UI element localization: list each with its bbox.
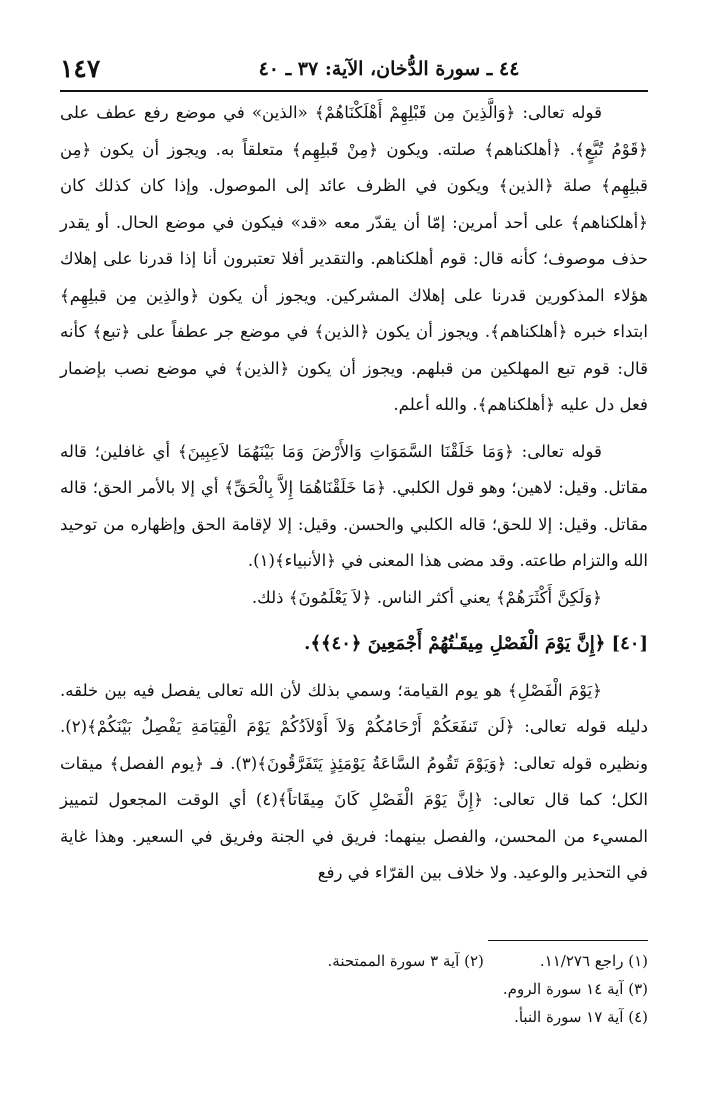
page-header [60,52,648,92]
paragraph: ﴿وَلَكِنَّ أَكْثَرَهُمْ﴾ يعني أكثر الناس. ﴿لاَ يَعْلَمُونَ﴾ ذلك. [251,587,602,607]
footnote-1: (١) راجع ١١/٢٧٦. [539,952,648,970]
verse-heading: [٤٠] ﴿إِنَّ يَوْمَ الْفَصْلِ مِيقَـٰتُهُمْ أَجْمَعِينَ ﴿٤٠﴾﴾. [304,633,648,654]
running-title: ٤٤ ـ سورة الدُّخان، الآية: ٣٧ ـ ٤٠ [258,58,520,80]
body-text [60,95,648,892]
footnote-row [60,947,648,975]
footnote-divider [488,940,648,941]
paragraph: ﴿يَوْمَ الْفَصْلِ﴾ هو يوم القيامة؛ وسمي بذلك لأن الله تعالى يفصل فيه بين خلقه. دليله قوله تعالى: ﴿لَن تَنفَعَكُمْ أَرْحَامُكُمْ وَلاَ أَوْلاَدُكُمْ يَوْمَ الْقِيَامَةِ يَفْصِلُ بَيْنَكُمْ﴾(٢). ونظيره قوله تعالى: ﴿وَيَوْمَ تَقُومُ السَّاعَةُ يَوْمَئِذٍ يَتَفَرَّقُونَ﴾(٣). فـ ﴿يوم الفصل﴾ ميقات الكل؛ كما قال تعالى: ﴿إِنَّ يَوْمَ الْفَصْلِ كَانَ مِيقَاتاً﴾(٤) أي الوقت المجعول لتمييز المسيء من المحسن، والفصل بينهما: فريق في الجنة وفريق في السعير. وهذا غاية في التحذير والوعيد. ولا خلاف بين القرّاء في رفع [60,680,648,882]
footnote-4: (٤) آية ١٧ سورة النبأ. [514,1008,648,1026]
footnote-2: (٢) آية ٣ سورة الممتحنة. [327,952,484,970]
paragraph: قوله تعالى: ﴿وَمَا خَلَقْنَا السَّمَوَاتِ وَالأَرْضَ وَمَا بَيْنَهُمَا لاَعِبِينَ﴾ أي غافلين؛ قاله مقاتل. وقيل: لاهين؛ وهو قول الكلبي. ﴿مَا خَلَقْنَاهُمَا إِلاَّ بِالْحَقِّ﴾ أي إلا بالأمر الحق؛ قاله مقاتل. وقيل: إلا للحق؛ قاله الكلبي والحسن. وقيل: إلا لإقامة الحق وإظهاره من توحيد الله والتزام طاعته. وقد مضى هذا المعنى في ﴿الأنبياء﴾(١). [60,441,648,570]
footnote-3: (٣) آية ١٤ سورة الروم. [502,980,648,998]
page-number: ١٤٧ [60,54,101,83]
footnotes [60,940,648,1031]
paragraph: قوله تعالى: ﴿وَالَّذِينَ مِن قَبْلِهِمْ أَهْلَكْنَاهُمْ﴾ «الذين» في موضع رفع عطف على ﴿قَوْمُ تُبَّعٍ﴾. ﴿أهلكناهم﴾ صلته. ويكون ﴿مِنْ قَبلِهِم﴾ متعلقاً به. ويجوز أن يكون ﴿مِن قبلِهِم﴾ صلة ﴿الذين﴾ ويكون في الظرف عائد إلى الموصول. وإذا كان كذلك كان ﴿أهلكناهم﴾ على أحد أمرين: إمّا أن يقدّر معه «قد» فيكون في موضع الحال. أو يقدر حذف موصوف؛ كأنه قال: قوم أهلكناهم. والتقدير أفلا تعتبرون أنا إذا قدرنا على إهلاك هؤلاء المذكورين قدرنا على إهلاك المشركين. ويجوز أن يكون ﴿والذِين مِن قبلِهِم﴾ ابتداء خبره ﴿أهلكناهم﴾. ويجوز أن يكون ﴿الذين﴾ في موضع جر عطفاً على ﴿تبع﴾ كأنه قال: قوم تبع المهلكين من قبلهم. ويجوز أن يكون ﴿الذين﴾ في موضع نصب بإضمار فعل دل عليه ﴿أهلكناهم﴾. والله أعلم. [60,103,648,414]
